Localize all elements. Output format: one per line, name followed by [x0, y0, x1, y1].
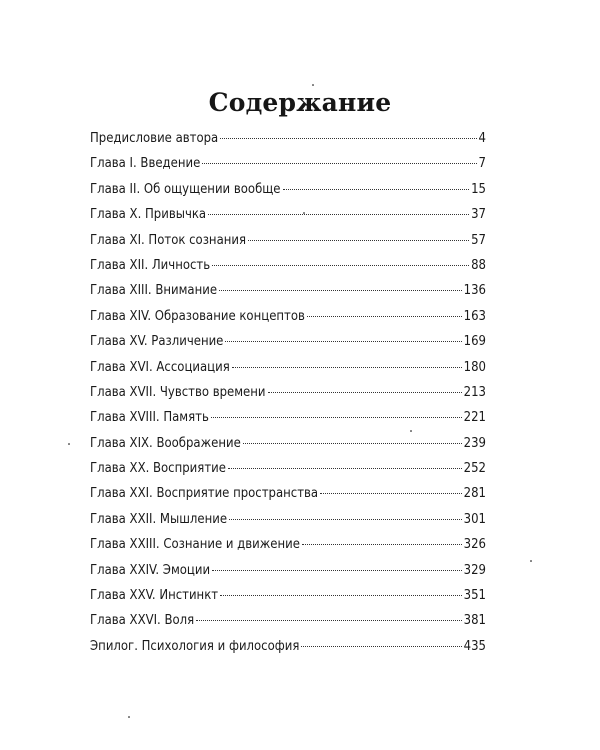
- toc-entry: [90, 639, 486, 664]
- toc-entry-title: Глава XI. Поток сознания: [90, 232, 247, 248]
- dot-leader: [248, 240, 469, 241]
- toc-entry-page: 301: [463, 511, 486, 527]
- page-title: Содержание: [208, 88, 392, 117]
- dot-leader: [283, 189, 470, 190]
- toc-entry: [90, 461, 486, 486]
- dot-leader: [212, 265, 469, 266]
- dot-leader: [220, 595, 462, 596]
- toc-entry-page: 252: [463, 461, 486, 477]
- toc-entry-title: Глава XXV. Инстинкт: [90, 588, 219, 604]
- toc-entry-title: Глава XX. Восприятие: [90, 461, 226, 477]
- toc-entry-title: Глава XII. Личность: [90, 257, 211, 273]
- toc-entry: [90, 233, 486, 258]
- toc-entry-page: 88: [471, 257, 486, 273]
- toc-entry-title: Глава I. Введение: [90, 156, 201, 172]
- toc-entry-page: 57: [471, 232, 486, 248]
- toc-entry-page: 281: [463, 486, 486, 502]
- dot-leader: [302, 544, 462, 545]
- dot-leader: [229, 519, 462, 520]
- scan-speck: [68, 443, 70, 445]
- toc-entry-page: 239: [463, 435, 486, 451]
- dot-leader: [220, 138, 476, 139]
- toc-entry-title: Глава XVII. Чувство времени: [90, 384, 266, 400]
- toc-entry-page: 163: [463, 308, 486, 324]
- toc-entry-page: 351: [463, 588, 486, 604]
- dot-leader: [268, 392, 462, 393]
- dot-leader: [208, 214, 469, 215]
- dot-leader: [225, 341, 461, 342]
- toc-entry-title: Глава XXVI. Воля: [90, 613, 195, 629]
- toc-entry-page: 435: [463, 638, 486, 654]
- toc-entry: [90, 613, 486, 638]
- toc-entry-title: Глава XVIII. Память: [90, 410, 209, 426]
- toc-entry-page: 213: [463, 384, 486, 400]
- toc-entry-title: Глава XIV. Образование концептов: [90, 308, 305, 324]
- toc-entry: [90, 309, 486, 334]
- dot-leader: [320, 493, 462, 494]
- toc-entry: [90, 334, 486, 359]
- dot-leader: [219, 290, 462, 291]
- toc-entry-page: 4: [478, 131, 486, 146]
- scan-speck: [303, 212, 305, 214]
- scan-speck: [530, 560, 532, 562]
- toc-entry-page: 169: [463, 334, 486, 350]
- toc-entry-page: 329: [463, 562, 486, 578]
- toc-entry: [90, 207, 486, 232]
- dot-leader: [232, 367, 462, 368]
- toc-entry: [90, 131, 486, 156]
- toc-entry: [90, 360, 486, 385]
- toc-entry-title: Эпилог. Психология и философия: [90, 638, 300, 654]
- toc-entry-title: Глава XXIV. Эмоции: [90, 562, 211, 578]
- dot-leader: [243, 443, 462, 444]
- toc-entry: [90, 588, 486, 613]
- dot-leader: [301, 646, 461, 647]
- toc-entry: [90, 156, 486, 181]
- toc-entry-page: 136: [463, 283, 486, 299]
- toc-entry: [90, 385, 486, 410]
- toc-entry-title: Глава XXI. Восприятие пространства: [90, 486, 319, 502]
- toc-entry-page: 180: [463, 359, 486, 375]
- toc-entry-title: Глава XIX. Воображение: [90, 435, 241, 451]
- toc-entry: [90, 258, 486, 283]
- toc-entry: [90, 410, 486, 435]
- toc-entry-page: 381: [463, 613, 486, 629]
- dot-leader: [228, 468, 462, 469]
- toc-entry-page: 15: [471, 181, 486, 197]
- toc-entry-page: 37: [471, 207, 486, 223]
- dot-leader: [211, 417, 462, 418]
- scan-speck: [312, 84, 314, 86]
- toc-entry-title: Глава XIII. Внимание: [90, 283, 218, 299]
- toc-entry-title: Предисловие автора: [90, 131, 219, 146]
- toc-entry-title: Глава XXII. Мышление: [90, 511, 228, 527]
- toc-entry: [90, 486, 486, 511]
- scan-speck: [128, 716, 130, 718]
- toc-entry-title: Глава II. Об ощущении вообще: [90, 181, 281, 197]
- toc-entry-title: Глава XV. Различение: [90, 334, 224, 350]
- toc-entry-page: 221: [463, 410, 486, 426]
- toc-entry: [90, 537, 486, 562]
- toc-entry: [90, 563, 486, 588]
- toc-entry-title: Глава XXIII. Сознание и движение: [90, 537, 300, 553]
- toc-entry-page: 7: [478, 156, 486, 172]
- dot-leader: [307, 316, 462, 317]
- dot-leader: [196, 620, 462, 621]
- toc-entry: [90, 512, 486, 537]
- toc-entry: [90, 436, 486, 461]
- toc-entry: [90, 283, 486, 308]
- toc-entry-page: 326: [463, 537, 486, 553]
- dot-leader: [202, 163, 476, 164]
- toc-entry: [90, 182, 486, 207]
- dot-leader: [212, 570, 462, 571]
- toc-entry-title: Глава X. Привычка: [90, 207, 207, 223]
- toc-entry-title: Глава XVI. Ассоциация: [90, 359, 230, 375]
- scan-speck: [410, 430, 412, 432]
- table-of-contents: [90, 131, 486, 664]
